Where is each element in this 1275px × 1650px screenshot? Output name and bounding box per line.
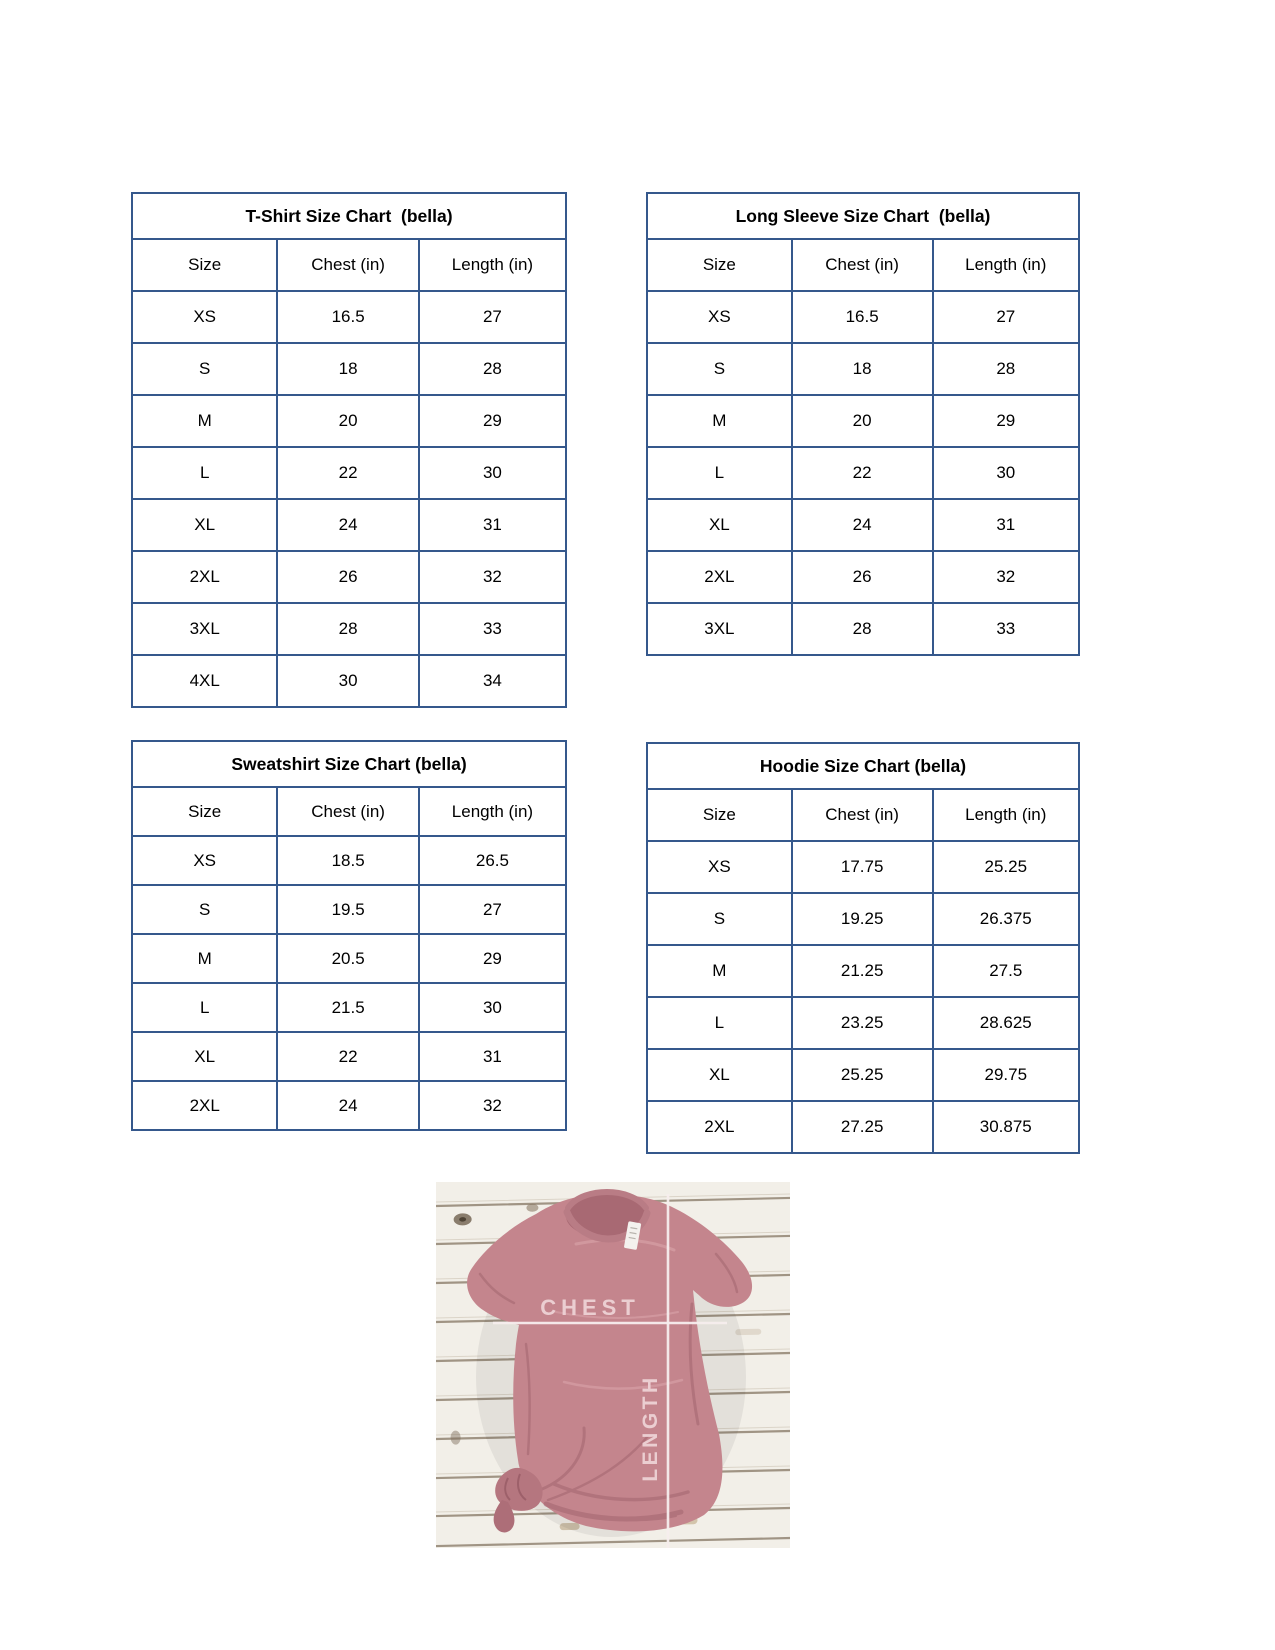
size-guide-photo [436,1182,790,1548]
chest-cell: 19.5 [277,885,418,934]
column-header-chest: Chest (in) [792,239,933,291]
length-cell: 27.5 [933,945,1079,997]
chest-cell: 21.25 [792,945,933,997]
chest-cell: 21.5 [277,983,418,1032]
size-cell: 2XL [132,551,277,603]
table-row [647,1101,1079,1153]
chest-cell: 22 [277,447,418,499]
column-header-length: Length (in) [419,239,566,291]
length-cell: 29.75 [933,1049,1079,1101]
size-cell: XS [132,291,277,343]
chest-cell: 25.25 [792,1049,933,1101]
tshirt-size-chart-table [131,192,567,708]
size-cell: M [132,934,277,983]
length-cell: 28 [933,343,1079,395]
column-header-chest: Chest (in) [792,789,933,841]
table-title: Long Sleeve Size Chart (bella) [647,193,1079,239]
table-row [647,291,1079,343]
size-cell: 4XL [132,655,277,707]
length-cell: 30 [419,447,566,499]
length-cell: 27 [419,291,566,343]
size-cell: XL [132,1032,277,1081]
table-row [647,551,1079,603]
size-cell: XS [132,836,277,885]
table-row [647,1049,1079,1101]
length-cell: 26.5 [419,836,566,885]
column-header-size: Size [132,239,277,291]
length-cell: 33 [933,603,1079,655]
size-cell: S [647,343,792,395]
length-cell: 27 [933,291,1079,343]
length-label: LENGTH [639,1374,662,1482]
size-cell: XS [647,841,792,893]
column-header-size: Size [647,239,792,291]
size-cell: M [647,945,792,997]
table-row [647,447,1079,499]
column-header-size: Size [647,789,792,841]
size-cell: XL [647,499,792,551]
table-header-row [132,787,566,836]
chest-cell: 18.5 [277,836,418,885]
table-title: Hoodie Size Chart (bella) [647,743,1079,789]
length-cell: 27 [419,885,566,934]
size-cell: 2XL [647,1101,792,1153]
chest-cell: 24 [277,1081,418,1130]
size-cell: S [132,885,277,934]
chest-cell: 19.25 [792,893,933,945]
table-row [647,603,1079,655]
column-header-size: Size [132,787,277,836]
table-header-row [132,239,566,291]
length-cell: 32 [419,1081,566,1130]
table-row [647,893,1079,945]
chest-label: CHEST [540,1295,640,1320]
table-title: T-Shirt Size Chart (bella) [132,193,566,239]
table-row [132,934,566,983]
size-cell: L [132,983,277,1032]
chest-cell: 26 [792,551,933,603]
table-row [132,1032,566,1081]
table-row [132,551,566,603]
table-header-row [647,789,1079,841]
length-cell: 32 [933,551,1079,603]
table-row [647,499,1079,551]
table-row [132,885,566,934]
length-cell: 28.625 [933,997,1079,1049]
table-row [132,343,566,395]
hoodie-size-chart-table [646,742,1080,1154]
chest-cell: 27.25 [792,1101,933,1153]
chest-cell: 30 [277,655,418,707]
table-row [132,395,566,447]
chest-cell: 20 [277,395,418,447]
length-cell: 29 [419,395,566,447]
length-cell: 26.375 [933,893,1079,945]
length-cell: 31 [419,1032,566,1081]
length-cell: 29 [419,934,566,983]
size-cell: S [132,343,277,395]
table-title: Sweatshirt Size Chart (bella) [132,741,566,787]
chest-cell: 23.25 [792,997,933,1049]
size-cell: XS [647,291,792,343]
column-header-length: Length (in) [933,239,1079,291]
sweatshirt-size-chart-table [131,740,567,1131]
length-cell: 34 [419,655,566,707]
column-header-chest: Chest (in) [277,787,418,836]
size-cell: 3XL [132,603,277,655]
table-row [132,1081,566,1130]
length-cell: 30.875 [933,1101,1079,1153]
length-cell: 33 [419,603,566,655]
size-cell: L [647,447,792,499]
chest-cell: 20.5 [277,934,418,983]
table-row [132,836,566,885]
length-cell: 31 [933,499,1079,551]
chest-cell: 22 [792,447,933,499]
long-sleeve-size-chart-table [646,192,1080,656]
chest-cell: 24 [792,499,933,551]
chest-cell: 24 [277,499,418,551]
length-cell: 29 [933,395,1079,447]
length-cell: 25.25 [933,841,1079,893]
table-row [132,655,566,707]
table-row [647,945,1079,997]
size-cell: XL [647,1049,792,1101]
size-cell: 3XL [647,603,792,655]
chest-cell: 20 [792,395,933,447]
table-row [132,499,566,551]
size-cell: 2XL [132,1081,277,1130]
column-header-length: Length (in) [419,787,566,836]
table-row [647,395,1079,447]
table-header-row [647,239,1079,291]
chest-cell: 22 [277,1032,418,1081]
size-cell: M [647,395,792,447]
chest-cell: 28 [277,603,418,655]
table-row [132,983,566,1032]
size-cell: L [647,997,792,1049]
length-cell: 28 [419,343,566,395]
table-row [647,343,1079,395]
size-cell: XL [132,499,277,551]
size-cell: L [132,447,277,499]
chest-cell: 18 [277,343,418,395]
chest-cell: 17.75 [792,841,933,893]
chest-cell: 28 [792,603,933,655]
table-row [647,997,1079,1049]
length-cell: 31 [419,499,566,551]
size-cell: S [647,893,792,945]
table-title-row [647,193,1079,239]
column-header-length: Length (in) [933,789,1079,841]
table-title-row [132,193,566,239]
table-row [647,841,1079,893]
table-row [132,291,566,343]
length-cell: 32 [419,551,566,603]
table-title-row [647,743,1079,789]
length-cell: 30 [419,983,566,1032]
table-title-row [132,741,566,787]
size-cell: M [132,395,277,447]
chest-cell: 16.5 [277,291,418,343]
table-row [132,447,566,499]
size-cell: 2XL [647,551,792,603]
table-row [132,603,566,655]
chest-cell: 16.5 [792,291,933,343]
length-cell: 30 [933,447,1079,499]
chest-cell: 18 [792,343,933,395]
chest-cell: 26 [277,551,418,603]
column-header-chest: Chest (in) [277,239,418,291]
